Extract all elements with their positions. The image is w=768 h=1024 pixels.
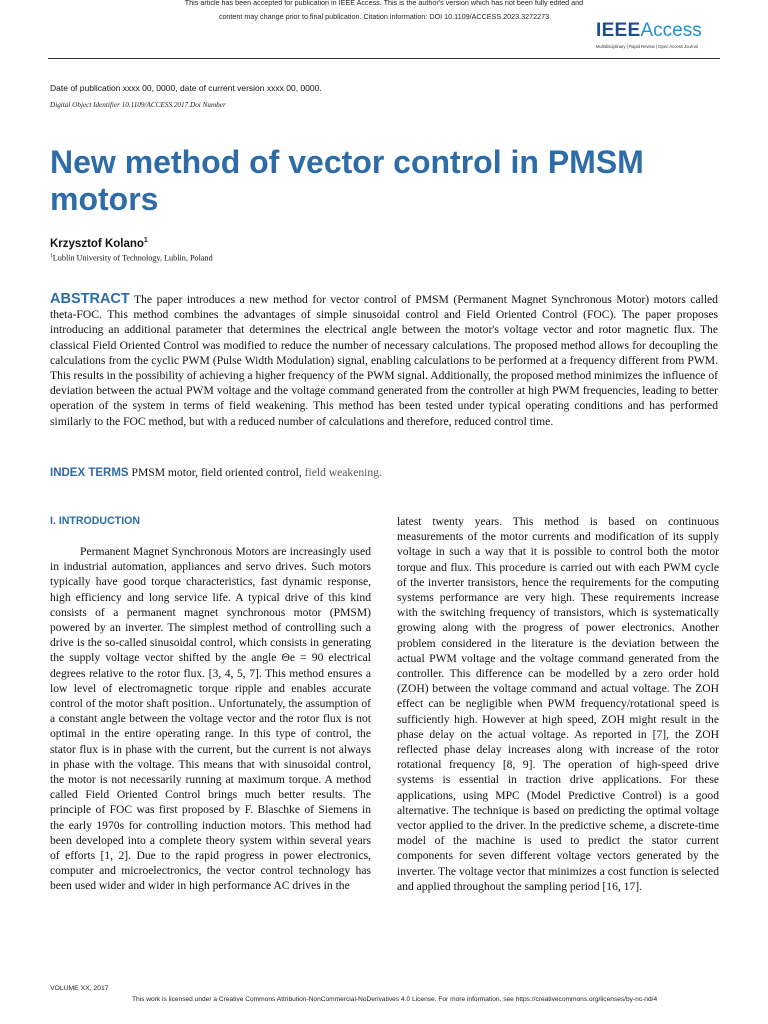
- doi-line: Digital Object Identifier 10.1109/ACCESS.2017.Doi Number: [50, 101, 226, 109]
- index-terms-heading: INDEX TERMS: [50, 467, 129, 479]
- paper-title: New method of vector control in PMSM motors: [50, 144, 644, 217]
- affiliation-text: Lublin University of Technology, Lublin, Poland: [52, 253, 213, 263]
- author-name: Krzysztof Kolano: [50, 237, 144, 250]
- logo-ieee-text: IEEE: [596, 20, 641, 41]
- abstract-heading: ABSTRACT: [50, 291, 130, 307]
- index-terms-text-gray: field weakening.: [304, 466, 382, 479]
- ieee-access-logo: [596, 20, 726, 56]
- abstract-text: The paper introduces a new method for vector control of PMSM (Permanent Magnet Synchronous Motor) motors called theta-FOC. This method combines the advantages of simple sinusoidal control and Field Oriented Control (FOC). The paper proposes introducing an additional parameter that determines the electrical angle between the motor's voltage vector and rotor magnetic flux. The classical Field Oriented Control was modified to reduce the number of necessary calculations. The proposed method allows for decoupling the calculations from the cyclic PWM (Pulse Width Modulation) signal, enabling calculations to be performed at a frequency different from PWM. This results in the possibility of achieving a higher frequency of the PWM signal. Additionally, the proposed method minimizes the influence of deviation between the actual PWM voltage and the voltage command generated from the controller at high PWM frequencies, leading to better operation of the system in terms of field weakening. This method has been tested under typical operating conditions and has performed similarly to the FOC method, but with a reduced number of calculations and therefore, reduced control time.: [50, 293, 719, 428]
- publication-dates: Date of publication xxxx 00, 0000, date of current version xxxx 00, 0000.: [50, 83, 322, 93]
- author-line: [50, 237, 148, 250]
- introduction-left-column: Permanent Magnet Synchronous Motors are increasingly used in industrial automation, appliances and servo drives. Such motors typically have good torque characteristics, fast dynamic response, high efficiency and long service life. A typical drive of this kind consists of a permanent magnet synchronous motor (PMSM) powered by an inverter. The simplest method of controlling such a drive is the so-called sinusoidal control, which consists in generating the supply voltage vector shifted by the angle Θe = 90 electrical degrees relative to the rotor flux. [3, 4, 5, 7]. This method ensures a low level of electromagnetic torque ripple and enables accurate control of the motor shaft position.. Unfortunately, the assumption of a constant angle between the voltage vector and the rotor flux is not optimal in the entire operating range. In this type of control, the stator flux is in phase with the current, but the current is not always in phase with the voltage. This means that with sinusoidal control, the motor is not necessarily running at maximum torque. A method called Field Oriented Control brings much better results. The principle of FOC was first proposed by F. Blaschke of Siemens in the early 1970s for controlling induction motors. This method had been developed into a complete theory system within several years of efforts [1, 2]. Due to the rapid progress in power electronics, computer and microelectronics, the vector control technology has been used wider and wider in high performance AC drives in the: [50, 545, 371, 893]
- license-notice: This work is licensed under a Creative Commons Attribution-NonCommercial-NoDerivatives 4.0 License. For more information, see https://creativecommons.org/licenses/by-nc-nd/4: [132, 996, 658, 1003]
- affiliation-line: [50, 253, 213, 263]
- affiliation-superscript: 1: [50, 253, 53, 259]
- section-heading-introduction: I. INTRODUCTION: [50, 515, 141, 527]
- acceptance-notice-line-1: This article has been accepted for publication in IEEE Access. This is the author's version which has not been fully edited and: [184, 0, 584, 7]
- acceptance-notice-line-2: content may change prior to final publication. Citation information: DOI 10.1109/ACCESS.2023.3272273: [218, 12, 550, 21]
- introduction-right-column: latest twenty years. This method is based on continuous measurements of the motor currents and modification of its supply voltage in such a way that it is possible to control both the motor torque and flux. This procedure is carried out with each PWM cycle of the inverter transistors, hence the requirements for the computing systems performance are very high. These requirements increase with the switching frequency of transistors, which is systematically growing along with the progress of power electronics. Another problem considered in the literature is the deviation between the actual PWM voltage and the voltage command generated from the controller. This difference can be modelled by a zero order hold (ZOH) between the voltage command and actual voltage. The ZOH effect can be negligible when PWM frequency/rotational speed is sufficiently high. However at high speed, ZOH might result in the phase delay on the actual voltage. As reported in [7], the ZOH reflected phase delay increases along with increase of the rotor rotational frequency [8, 9]. The operation of high-speed drive systems is essential in traction drive applications. For these applications, using MPC (Model Predictive Control) is a good alternative. The technique is based on predicting the optimal voltage vector applied to the driver. In the predictive scheme, a discrete-time model of the machine is used to predict the stator current components for seven different voltage vectors generated by the inverter. The voltage vector that minimizes a cost function is selected and applied throughout the sampling period [16, 17].: [397, 515, 719, 893]
- index-terms-block: [50, 465, 718, 481]
- logo-access-text: Access: [640, 20, 702, 41]
- header-divider: [48, 58, 720, 59]
- logo-tagline: Multidisciplinary | Rapid Review | Open Access Journal: [596, 44, 698, 49]
- index-terms-text: PMSM motor, field oriented control,: [131, 466, 302, 479]
- author-superscript: 1: [143, 237, 148, 244]
- abstract-block: [50, 292, 718, 429]
- volume-label: VOLUME XX, 2017: [50, 985, 109, 992]
